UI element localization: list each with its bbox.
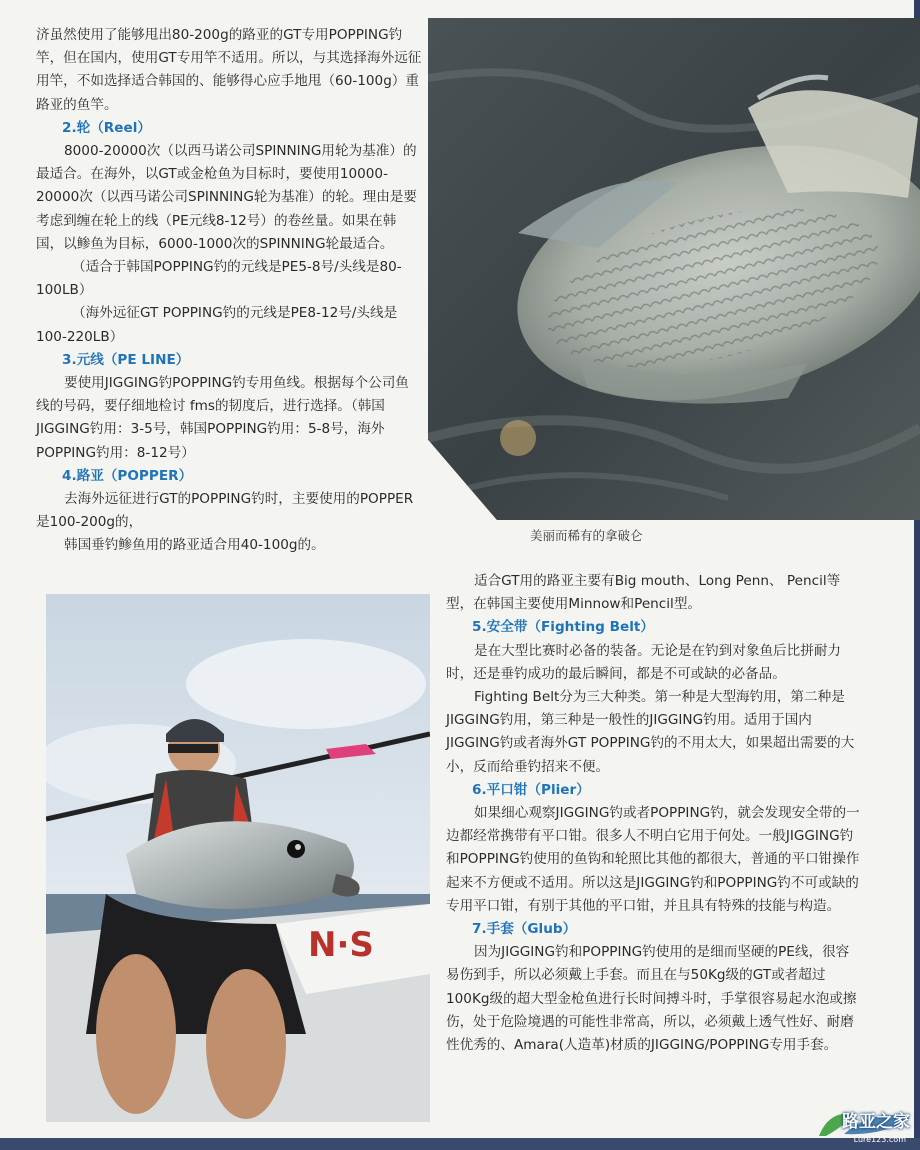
boat-lettering: N·S: [308, 925, 374, 965]
paragraph: 韩国垂钓鲹鱼用的路亚适合用40-100g的。: [64, 537, 325, 554]
paragraph: 8000-20000次（以西马诺公司SPINNING用轮为基准）的最适合。在海外，以GT或金枪鱼为目标时，要使用10000-20000次（以西马诺公司SPINNING轮为基准）的轮。理由是要考虑到缠在轮上的线（PE元线8-12号）的卷丝量。如果在韩国，以鲹鱼为目标，6000-1000次的SPINNING轮最适合。: [36, 143, 418, 252]
angler-with-gt-photo: [46, 594, 430, 1122]
paragraph: 因为JIGGING钓和POPPING钓使用的是细而坚硬的PE线，很容易伤到手，所以必须戴上手套。而且在与50Kg级的GT或者超过100Kg级的超大型金枪鱼进行长时间搏斗时，手掌很容易起水泡或擦伤，处于危险境遇的可能性非常高，所以，必须戴上透气性好、耐磨性优秀的、Amara(人造革)材质的JIGGING/POPPING专用手套。: [446, 944, 857, 1054]
paragraph: 是在大型比赛时必备的装备。无论是在钓到对象鱼后比拼耐力时，还是垂钓成功的最后瞬间，都是不可或缺的必备品。: [446, 642, 842, 682]
paragraph: 适合GT用的路亚主要有Big mouth、Long Penn、 Pencil等型，在韩国主要使用Minnow和Pencil型。: [446, 573, 841, 613]
paragraph: 如果细心观察JIGGING钓或者POPPING钓，就会发现安全带的一边都经常携带有平口钳。很多人不明白它用于何处。一般JIGGING钓和POPPING钓使用的鱼钩和轮照比其他的都很大，普通的平口钳操作起来不方便或不适用。所以这是JIGGING钓和POPPING钓不可或缺的专用平口钳，有别于其他的平口钳，并且具有特殊的技能与构造。: [446, 805, 860, 914]
photo-caption: 美丽而稀有的拿破仑: [530, 528, 643, 543]
paragraph: 要使用JIGGING钓POPPING钓专用鱼线。根据每个公司鱼线的号码，要仔细地检讨 fms的韧度后，进行选择。（韩国JIGGING钓用：3-5号，韩国POPPING钓用：5-8号，海外POPPING钓用：8-12号）: [36, 375, 409, 461]
site-logo-text: 路亚之家: [842, 1112, 910, 1132]
paragraph: 济虽然使用了能够甩出80-200g的路亚的GT专用POPPING钓竿，但在国内，使用GT专用竿不适用。所以，与其选择海外远征用竿，不如选择适合韩国的、能够得心应手地甩（60-100g）重路亚的鱼竿。: [36, 27, 422, 113]
paragraph: Fighting Belt分为三大种类。第一种是大型海钓用，第二种是JIGGING钓用，第三种是一般性的JIGGING钓用。适用于国内JIGGING钓或者海外GT POPPING钓的不用太大，如果超出需要的大小，反而给垂钓招来不便。: [446, 689, 855, 775]
paragraph: （海外远征GT POPPING钓的元线是PE8-12号/头线是100-220LB）: [36, 305, 398, 345]
section-heading-plier: 6.平口钳（Plier）: [472, 781, 590, 798]
section-heading-popper: 4.路亚（POPPER）: [62, 467, 193, 484]
section-heading-reel: 2.轮（Reel）: [62, 119, 151, 136]
page-edge-bottom: [0, 1138, 920, 1150]
right-text-column: [446, 570, 860, 1057]
left-text-column: [36, 24, 422, 558]
paragraph: 去海外远征进行GT的POPPING钓时，主要使用的POPPER是100-200g的，: [36, 491, 414, 531]
site-logo-url: Lure123.com: [853, 1135, 906, 1144]
section-heading-glove: 7.手套（Glub）: [472, 921, 577, 938]
section-heading-fighting-belt: 5.安全带（Fighting Belt）: [472, 619, 654, 636]
section-heading-pe-line: 3.元线（PE LINE）: [62, 351, 190, 368]
paragraph: （适合于韩国POPPING钓的元线是PE5-8号/头线是80-100LB）: [36, 259, 402, 299]
napoleon-fish-photo: [428, 18, 920, 520]
